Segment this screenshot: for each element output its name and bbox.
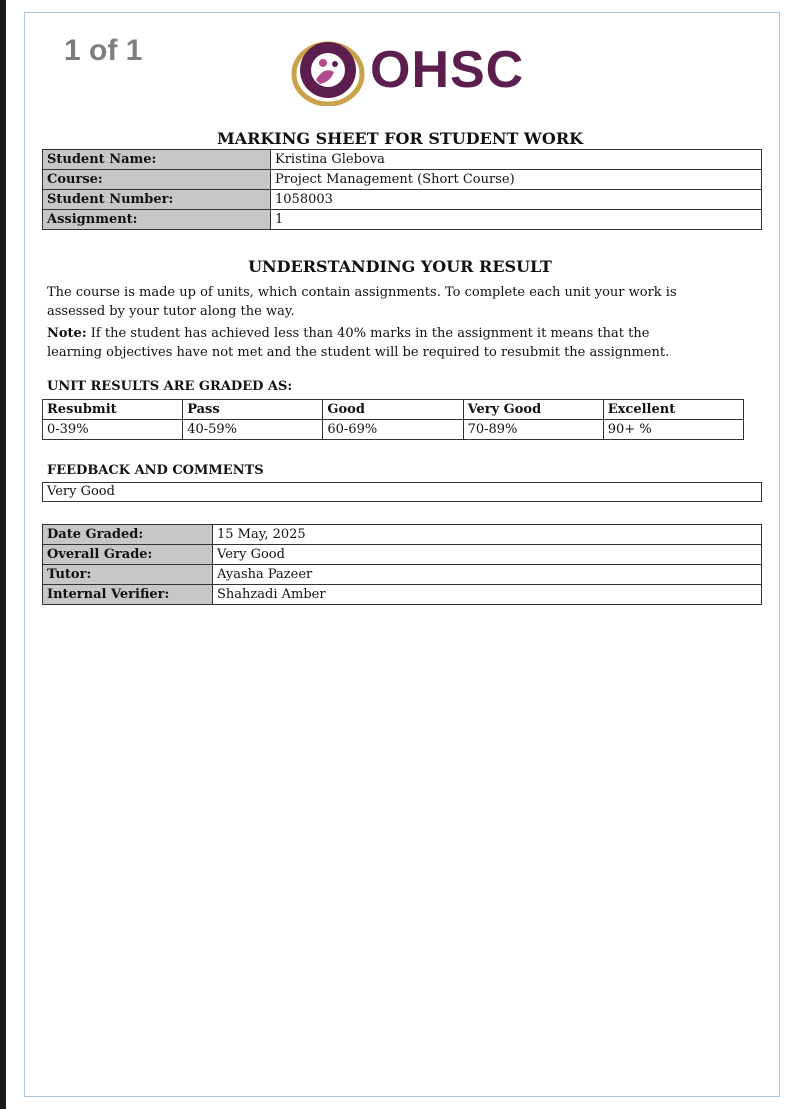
grade-range-cell: 0-39% — [43, 420, 183, 440]
student-name-value: Kristina Glebova — [271, 150, 762, 170]
grade-name-cell: Resubmit — [43, 400, 183, 420]
logo-wordmark: OHSC — [370, 41, 525, 99]
course-label: Course: — [43, 170, 271, 190]
intro-paragraph: The course is made up of units, which contain assignments. To complete each unit your work is assessed by your tutor along the way. — [47, 285, 677, 319]
overall-grade-value: Very Good — [213, 545, 762, 565]
page-counter: 1 of 1 — [64, 34, 143, 67]
overall-grade-label: Overall Grade: — [43, 545, 213, 565]
grading-scale-table — [42, 399, 744, 440]
ohsc-logo — [290, 38, 530, 106]
grade-name-cell: Excellent — [603, 400, 743, 420]
grades-section-title: UNIT RESULTS ARE GRADED AS: — [47, 379, 293, 394]
table-row — [43, 190, 762, 210]
table-row — [43, 150, 762, 170]
logo-emblem-icon — [290, 38, 366, 106]
grade-name-cell: Pass — [183, 400, 323, 420]
table-row — [43, 420, 744, 440]
tutor-label: Tutor: — [43, 565, 213, 585]
feedback-section-title: FEEDBACK AND COMMENTS — [47, 463, 264, 478]
internal-verifier-label: Internal Verifier: — [43, 585, 213, 605]
table-row — [43, 545, 762, 565]
date-graded-value: 15 May, 2025 — [213, 525, 762, 545]
table-row — [43, 170, 762, 190]
note-paragraph — [47, 324, 677, 362]
grade-name-cell: Very Good — [463, 400, 603, 420]
grade-range-cell: 40-59% — [183, 420, 323, 440]
grade-range-cell: 90+ % — [603, 420, 743, 440]
grade-range-cell: 60-69% — [323, 420, 463, 440]
internal-verifier-value: Shahzadi Amber — [213, 585, 762, 605]
student-info-table — [42, 149, 762, 230]
assignment-label: Assignment: — [43, 210, 271, 230]
grade-name-cell: Good — [323, 400, 463, 420]
date-graded-label: Date Graded: — [43, 525, 213, 545]
note-label: Note: — [47, 326, 87, 341]
student-number-value: 1058003 — [271, 190, 762, 210]
note-text: If the student has achieved less than 40% marks in the assignment it means that the learning objectives have not met and the student will be required to resubmit the assignment. — [47, 326, 670, 360]
assignment-value: 1 — [271, 210, 762, 230]
table-row — [43, 585, 762, 605]
table-row — [43, 210, 762, 230]
result-section-title: UNDERSTANDING YOUR RESULT — [248, 257, 552, 276]
table-row — [43, 525, 762, 545]
student-number-label: Student Number: — [43, 190, 271, 210]
grade-range-cell: 70-89% — [463, 420, 603, 440]
table-row — [43, 400, 744, 420]
tutor-value: Ayasha Pazeer — [213, 565, 762, 585]
viewer-edge-bar — [0, 0, 6, 1109]
table-row — [43, 565, 762, 585]
feedback-box: Very Good — [42, 482, 762, 502]
student-name-label: Student Name: — [43, 150, 271, 170]
grading-info-table — [42, 524, 762, 605]
sheet-title: MARKING SHEET FOR STUDENT WORK — [216, 129, 584, 148]
course-value: Project Management (Short Course) — [271, 170, 762, 190]
